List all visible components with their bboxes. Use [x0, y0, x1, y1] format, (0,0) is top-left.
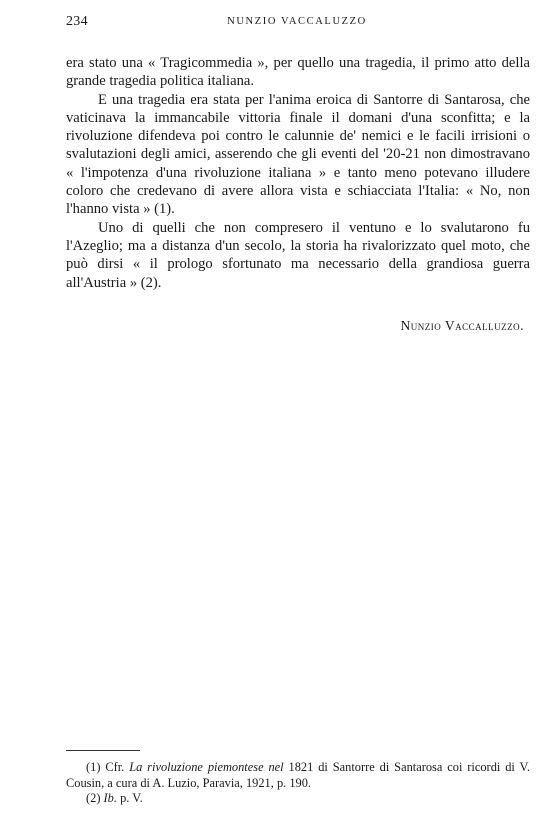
paragraph-continuation: era stato una « Tragicommedia », per quello una tragedia, il primo atto della grande tragedia politica italiana. [66, 55, 530, 90]
footnote-2-ib: Ib. [103, 791, 117, 805]
author-signature: Nunzio Vaccalluzzo. [400, 318, 524, 333]
body-text [66, 54, 530, 292]
footnote-1-prefix: (1) Cfr. [86, 760, 130, 774]
paragraph-azeglio: Uno di quelli che non compresero il ventuno e lo svalutarono fu l'Azeglio; ma a distanza d'un secolo, la storia ha rivalorizzato quel moto, che può dirsi « il prologo sfortunato ma necessario della grandiosa guerra all'Austria » (2). [66, 219, 530, 291]
footnote-2 [66, 791, 530, 807]
running-head: NUNZIO VACCALUZZO [227, 16, 367, 27]
footnote-2-rest: p. V. [116, 791, 143, 805]
footnote-1-rest: 1821 di Santorre di Santarosa coi ricordi di V. Cousin, a cura di A. Luzio, Paravia, 1921, p. 190. [66, 760, 530, 790]
paragraph-santarosa: E una tragedia era stata per l'anima eroica di Santorre di Santarosa, che vaticinava la immancabile vittoria finale il domani d'una sconfitta; e la rivoluzione difendeva poi contro le calunnie de' nemici e le facili irrisioni o svalutazioni degli amici, asserendo che gli eventi del '20-21 non dimostravano « l'impotenza d'una rivoluzione italiana » e tanto meno potevano illudere coloro che credevano di avere allora vista e schiacciata l'Italia: « No, non l'hanno vista » (1). [66, 91, 530, 218]
footnotes [66, 760, 530, 807]
footnote-2-prefix: (2) [86, 791, 104, 805]
footnote-1 [66, 760, 530, 791]
footnote-1-title: La rivoluzione piemontese nel [129, 760, 284, 774]
footnote-divider [66, 750, 140, 751]
page-number: 234 [66, 14, 88, 29]
page-header [66, 14, 528, 34]
